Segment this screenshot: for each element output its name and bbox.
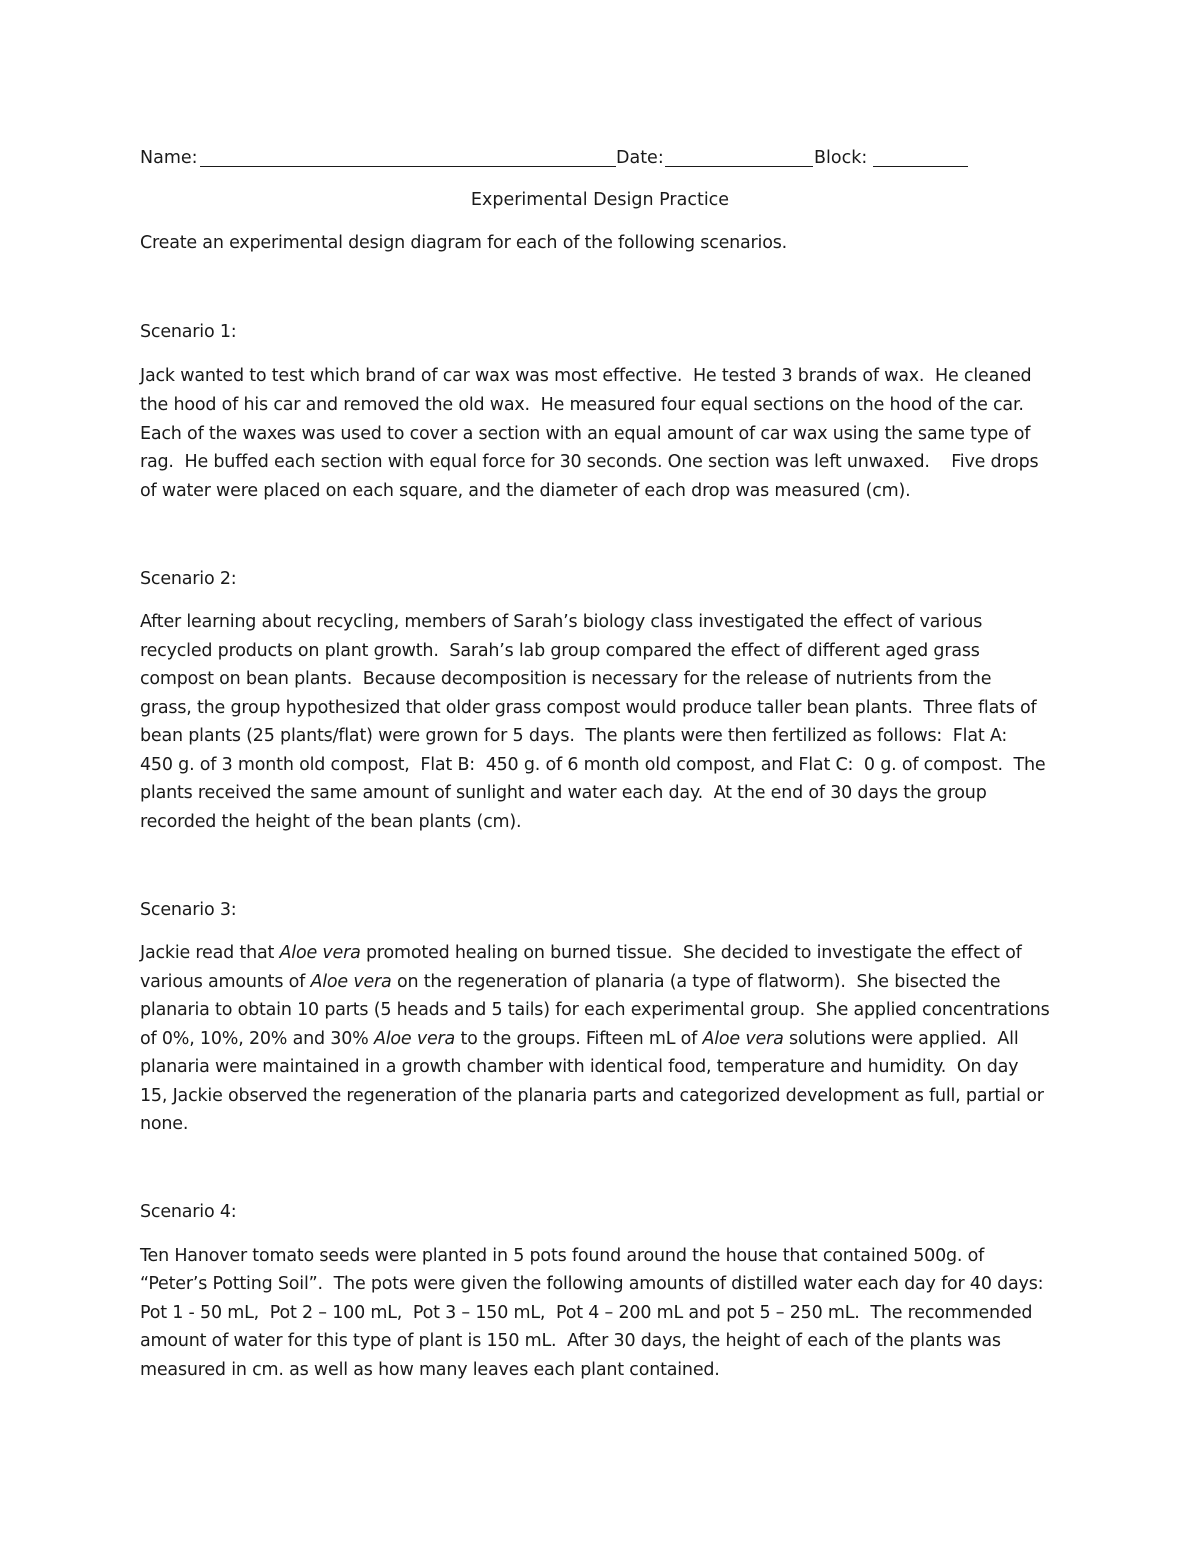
scenario-1-line: of water were placed on each square, and the diameter of each drop was measured (cm). (140, 481, 911, 501)
text-segment: various amounts of (140, 972, 311, 992)
scenario-3-line: none. (140, 1114, 189, 1134)
scenario-2-line: After learning about recycling, members of Sarah’s biology class investigated the effect of various (140, 612, 983, 632)
scenario-3-line (140, 968, 1000, 996)
scenario-1-heading: Scenario 1: (140, 322, 237, 342)
date-blank-line[interactable] (665, 166, 813, 167)
name-blank-line[interactable] (200, 166, 616, 167)
text-segment: Jackie read that (140, 943, 280, 963)
scenario-4-line: Pot 1 - 50 mL, Pot 2 – 100 mL, Pot 3 – 150 mL, Pot 4 – 200 mL and pot 5 – 250 mL. The recommended (140, 1303, 1033, 1323)
scenario-2-line: grass, the group hypothesized that older grass compost would produce taller bean plants. Three flats of (140, 698, 1037, 718)
scenario-3-line (140, 1025, 1019, 1053)
text-segment: solutions were applied. All (783, 1029, 1019, 1049)
scenario-4-line: Ten Hanover tomato seeds were planted in 5 pots found around the house that contained 500g. of (140, 1246, 985, 1266)
scenario-2-line: recorded the height of the bean plants (cm). (140, 812, 522, 832)
scenario-3-line: 15, Jackie observed the regeneration of the planaria parts and categorized development as full, partial or (140, 1086, 1044, 1106)
block-label: Block: (814, 148, 868, 168)
scenario-1-line: Jack wanted to test which brand of car wax was most effective. He tested 3 brands of wax. He cleaned (140, 366, 1032, 386)
text-segment: on the regeneration of planaria (a type of flatworm). She bisected the (391, 972, 1001, 992)
block-blank-line[interactable] (873, 166, 968, 167)
page-title: Experimental Design Practice (470, 190, 730, 210)
scenario-1-line: Each of the waxes was used to cover a section with an equal amount of car wax using the same type of (140, 424, 1031, 444)
instructions: Create an experimental design diagram for each of the following scenarios. (140, 233, 788, 253)
scenario-2-heading: Scenario 2: (140, 569, 237, 589)
italic-species-name: Aloe vera (373, 1029, 456, 1049)
scenario-2-line: bean plants (25 plants/flat) were grown for 5 days. The plants were then fertilized as follows: Flat A: (140, 726, 1008, 746)
italic-species-name: Aloe vera (279, 943, 361, 963)
scenario-2-line: compost on bean plants. Because decomposition is necessary for the release of nutrients from the (140, 669, 992, 689)
scenario-1-line: the hood of his car and removed the old wax. He measured four equal sections on the hood of the car. (140, 395, 1024, 415)
scenario-4-line: “Peter’s Potting Soil”. The pots were given the following amounts of distilled water each day for 40 days: (140, 1274, 1044, 1294)
scenario-3-line: planaria to obtain 10 parts (5 heads and 5 tails) for each experimental group. She applied concentrations (140, 1000, 1050, 1020)
scenario-1-line: rag. He buffed each section with equal force for 30 seconds. One section was left unwaxed. Five drops (140, 452, 1039, 472)
scenario-2-line: 450 g. of 3 month old compost, Flat B: 450 g. of 6 month old compost, and Flat C: 0 g. of compost. The (140, 755, 1046, 775)
scenario-4-line: amount of water for this type of plant is 150 mL. After 30 days, the height of each of the plants was (140, 1331, 1001, 1351)
scenario-4-heading: Scenario 4: (140, 1202, 237, 1222)
text-segment: to the groups. Fifteen mL of (455, 1029, 703, 1049)
text-segment: promoted healing on burned tissue. She decided to investigate the effect of (360, 943, 1022, 963)
scenario-2-line: recycled products on plant growth. Sarah’s lab group compared the effect of different aged grass (140, 641, 980, 661)
scenario-2-line: plants received the same amount of sunlight and water each day. At the end of 30 days the group (140, 783, 987, 803)
scenario-3-line (140, 939, 1022, 967)
name-label: Name: (140, 148, 198, 168)
header-row (140, 144, 980, 172)
date-label: Date: (616, 148, 664, 168)
scenario-3-line: planaria were maintained in a growth chamber with identical food, temperature and humidity. On day (140, 1057, 1019, 1077)
text-segment: of 0%, 10%, 20% and 30% (140, 1029, 374, 1049)
scenario-3-heading: Scenario 3: (140, 900, 237, 920)
scenario-4-line: measured in cm. as well as how many leaves each plant contained. (140, 1360, 720, 1380)
italic-species-name: Aloe vera (310, 972, 392, 992)
italic-species-name: Aloe vera (702, 1029, 784, 1049)
